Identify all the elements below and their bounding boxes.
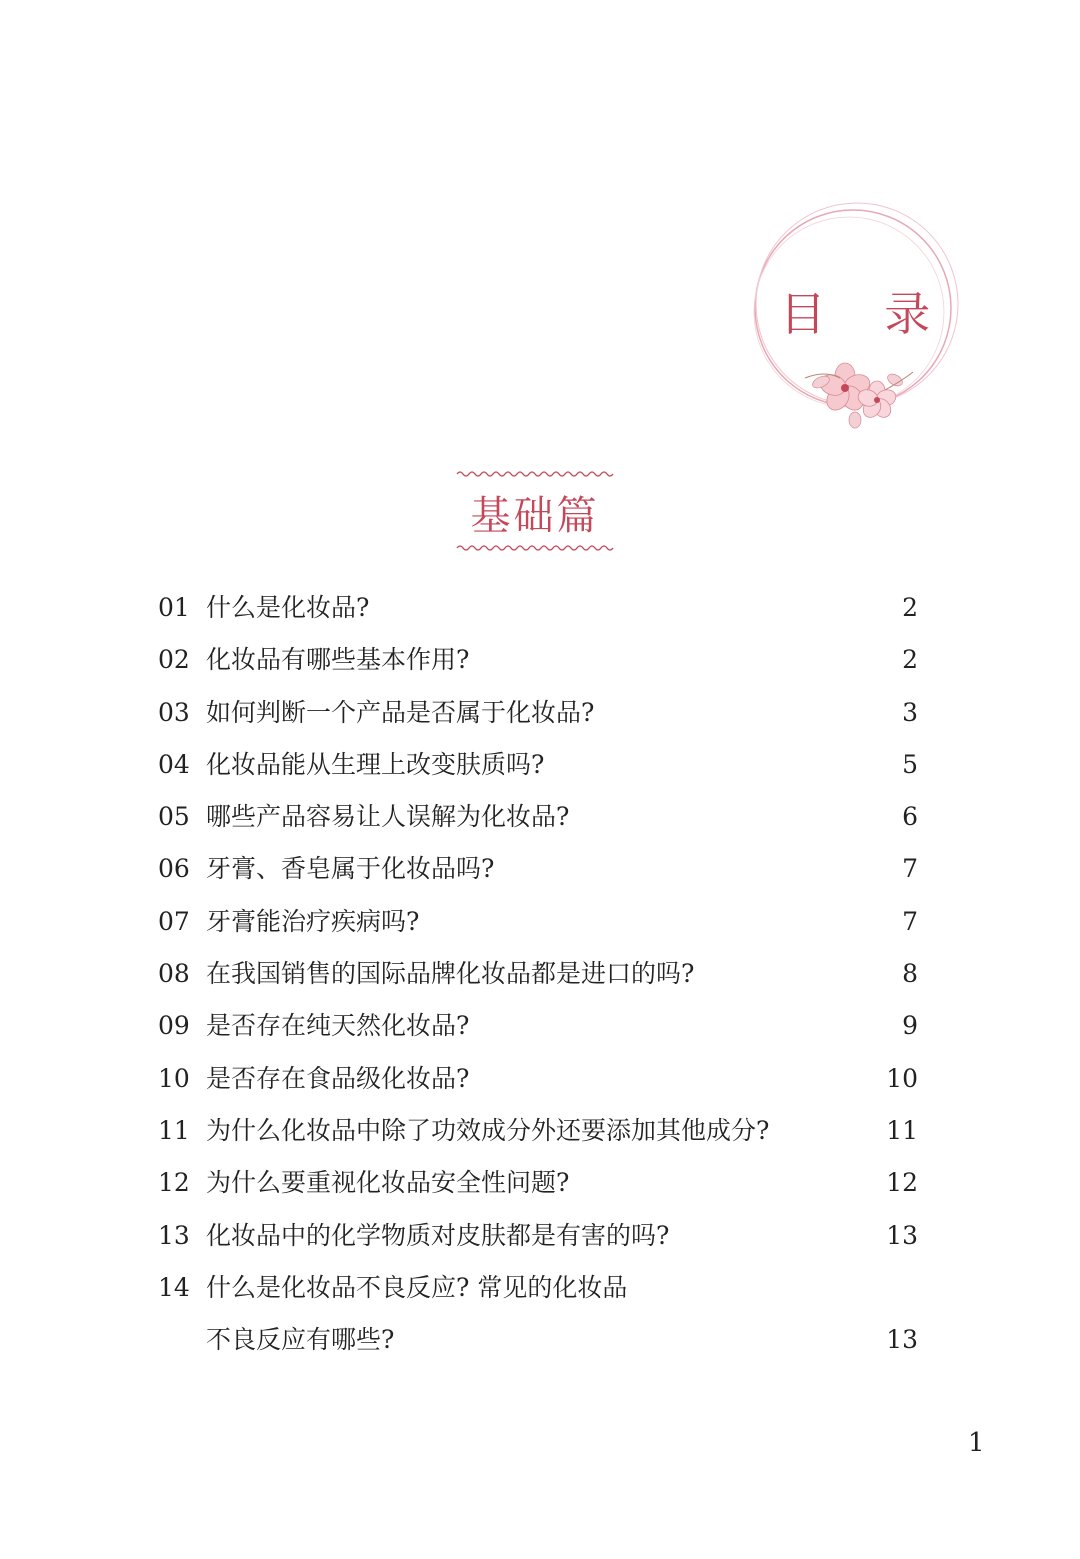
toc-entry-number: 02 xyxy=(158,645,190,675)
toc-entry-page: 13 xyxy=(886,1220,918,1250)
toc-entry[interactable] xyxy=(158,745,918,797)
toc-entry-number: 09 xyxy=(158,1011,190,1041)
toc-entry[interactable] xyxy=(158,1163,918,1215)
table-of-contents xyxy=(158,588,918,1372)
toc-entry-number: 11 xyxy=(158,1115,190,1145)
toc-entry-page: 8 xyxy=(902,959,918,989)
toc-entry-page: 2 xyxy=(902,593,918,622)
toc-entry-number: 06 xyxy=(158,854,190,884)
toc-entry-title: 什么是化妆品? xyxy=(206,593,370,622)
toc-entry-page: 6 xyxy=(902,802,918,832)
toc-entry-title: 为什么化妆品中除了功效成分外还要添加其他成分? xyxy=(206,1115,770,1145)
wave-divider-bottom xyxy=(455,544,615,552)
toc-entry[interactable] xyxy=(158,640,918,692)
toc-entry-title: 化妆品中的化学物质对皮肤都是有害的吗? xyxy=(206,1220,670,1250)
toc-entry[interactable] xyxy=(158,849,918,901)
contents-heading: 目 录 xyxy=(779,287,953,341)
toc-entry-number: 12 xyxy=(158,1168,190,1198)
toc-entry-page: 9 xyxy=(902,1011,918,1041)
section-header xyxy=(455,470,615,555)
toc-entry-page: 10 xyxy=(886,1063,918,1093)
toc-entry-page: 12 xyxy=(886,1168,918,1198)
toc-entry-title: 在我国销售的国际品牌化妆品都是进口的吗? xyxy=(206,959,695,989)
section-title: 基础篇 xyxy=(470,493,600,539)
toc-entry-number: 03 xyxy=(158,697,190,727)
toc-entry-number: 04 xyxy=(158,749,190,779)
toc-entry-title: 不良反应有哪些? xyxy=(206,1325,395,1355)
toc-entry-title: 为什么要重视化妆品安全性问题? xyxy=(206,1168,570,1198)
toc-entry[interactable] xyxy=(158,1268,918,1320)
toc-entry-page: 5 xyxy=(902,749,918,779)
page-number: 1 xyxy=(968,1428,985,1458)
wave-divider-top xyxy=(455,470,615,478)
toc-entry[interactable] xyxy=(158,693,918,745)
toc-entry-page: 7 xyxy=(902,854,918,884)
toc-entry-title: 什么是化妆品不良反应? 常见的化妆品 xyxy=(206,1272,628,1302)
toc-entry-number: 10 xyxy=(158,1063,190,1093)
toc-entry[interactable] xyxy=(158,1006,918,1058)
toc-entry-title: 化妆品有哪些基本作用? xyxy=(206,645,470,675)
toc-entry-title: 哪些产品容易让人误解为化妆品? xyxy=(206,802,570,832)
toc-entry-number: 08 xyxy=(158,959,190,989)
toc-entry[interactable] xyxy=(158,1059,918,1111)
contents-emblem xyxy=(745,200,965,450)
toc-entry-title: 牙膏能治疗疾病吗? xyxy=(206,906,420,936)
toc-entry-number: 14 xyxy=(158,1272,190,1302)
toc-entry-number: 05 xyxy=(158,802,190,832)
toc-entry[interactable] xyxy=(158,1111,918,1163)
toc-entry[interactable] xyxy=(158,1216,918,1268)
toc-entry-number: 13 xyxy=(158,1220,190,1250)
toc-entry-title: 是否存在食品级化妆品? xyxy=(206,1063,470,1093)
toc-entry-page: 3 xyxy=(902,697,918,727)
toc-entry[interactable] xyxy=(158,588,918,640)
toc-entry-title: 是否存在纯天然化妆品? xyxy=(206,1011,470,1041)
toc-entry-title: 化妆品能从生理上改变肤质吗? xyxy=(206,749,545,779)
toc-entry[interactable] xyxy=(158,954,918,1006)
toc-entry-number: 07 xyxy=(158,906,190,936)
toc-entry-page: 13 xyxy=(886,1325,918,1355)
toc-entry[interactable] xyxy=(158,797,918,849)
toc-entry-title: 牙膏、香皂属于化妆品吗? xyxy=(206,854,495,884)
toc-entry-page: 2 xyxy=(902,645,918,675)
toc-entry[interactable] xyxy=(158,1320,918,1372)
toc-entry-page: 11 xyxy=(886,1115,918,1145)
toc-entry[interactable] xyxy=(158,902,918,954)
toc-entry-title: 如何判断一个产品是否属于化妆品? xyxy=(206,697,595,727)
toc-entry-page: 7 xyxy=(902,906,918,936)
toc-entry-number: 01 xyxy=(158,593,190,622)
